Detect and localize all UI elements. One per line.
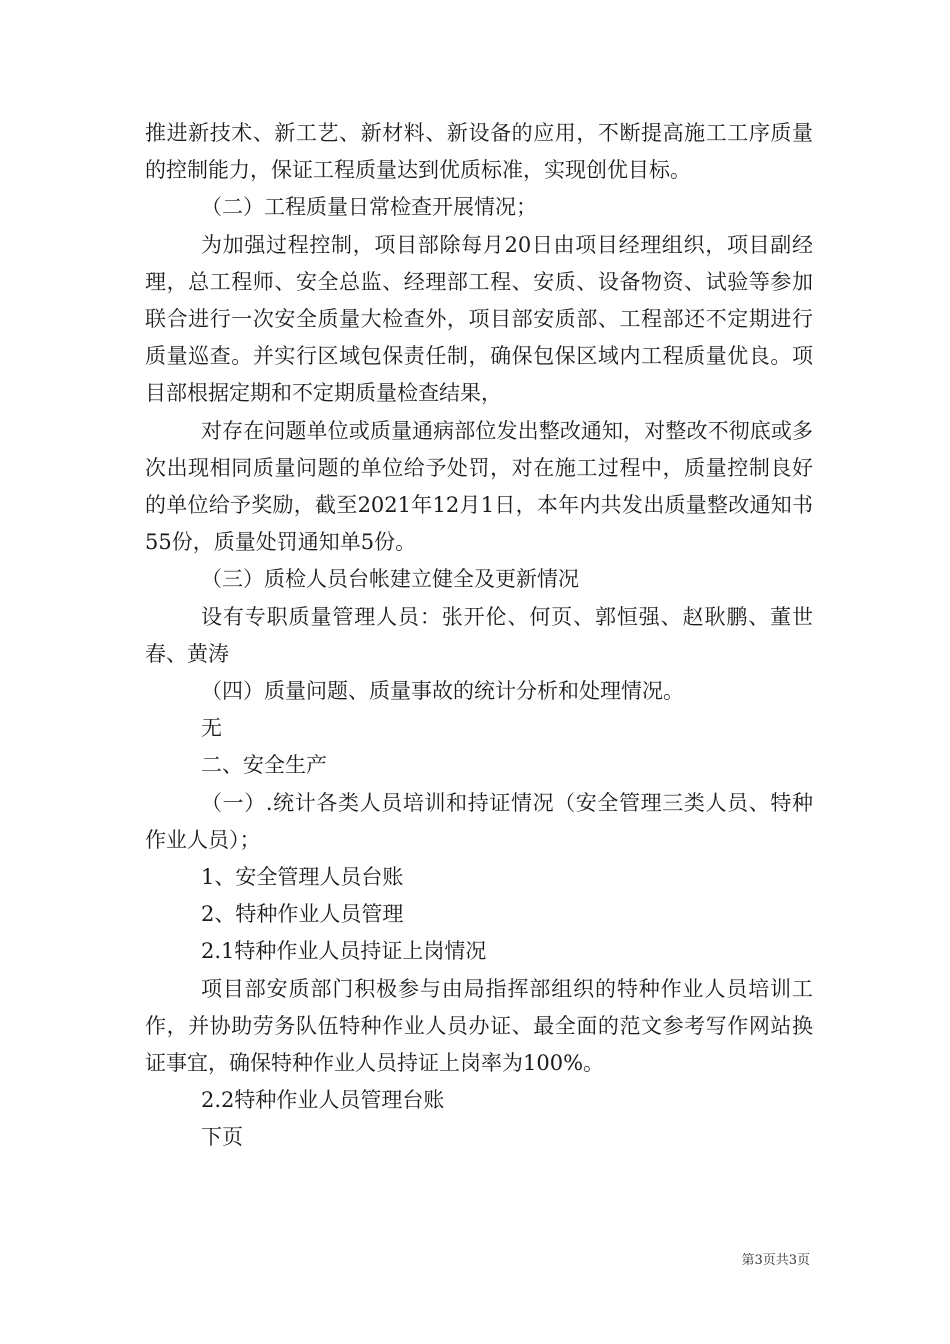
paragraph-quality-staff: 设有专职质量管理人员：张开伦、何页、郭恒强、赵耿鹏、董世春、黄涛 [145,604,813,666]
heading-inspector-ledger: （三）质检人员台帐建立健全及更新情况 [201,567,579,592]
heading-safety-staff-ledger: 1、安全管理人员台账 [201,865,404,890]
paragraph-rectification: 对存在问题单位或质量通病部位发出整改通知，对整改不彻底或多次出现相同质量问题的单位给予处罚，对在施工过程中，质量控制良好的单位给予奖励，截至2021年12月1日，本年内共发出质量整改通知书55份，质量处罚通知单5份。 [145,418,813,555]
paragraph-process-control: 为加强过程控制，项目部除每月20日由项目经理组织，项目副经理，总工程师、安全总监、经理部工程、安质、设备物资、试验等参加联合进行一次安全质量大检查外，项目部安质部、工程部还不定期进行质量巡查。并实行区域包保责任制，确保包保区域内工程质量优良。项目部根据定期和不定期质量检查结果， [145,232,813,406]
heading-daily-inspection: （二）工程质量日常检查开展情况； [201,195,537,220]
paragraph-certification-work: 项目部安质部门积极参与由局指挥部组织的特种作业人员培训工作，并协助劳务队伍特种作业人员办证、最全面的范文参考写作网站换证事宜，确保特种作业人员持证上岗率为100%。 [145,976,813,1076]
paragraph-next-page: 下页 [201,1125,243,1150]
heading-quality-issues: （四）质量问题、质量事故的统计分析和处理情况。 [201,679,684,704]
document-body [145,115,813,1157]
heading-special-workers-ledger: 2.2特种作业人员管理台账 [201,1088,445,1113]
page-number: 第3页共3页 [741,1253,810,1268]
heading-safety-production: 二、安全生产 [201,753,327,778]
heading-training-certification: （一）.统计各类人员培训和持证情况（安全管理三类人员、特种作业人员）； [145,790,813,852]
heading-certified-on-duty: 2.1特种作业人员持证上岗情况 [201,939,487,964]
heading-special-workers: 2、特种作业人员管理 [201,902,404,927]
paragraph-none: 无 [201,716,222,741]
paragraph-innovation: 推进新技术、新工艺、新材料、新设备的应用，不断提高施工工序质量的控制能力，保证工程质量达到优质标准，实现创优目标。 [145,121,813,183]
